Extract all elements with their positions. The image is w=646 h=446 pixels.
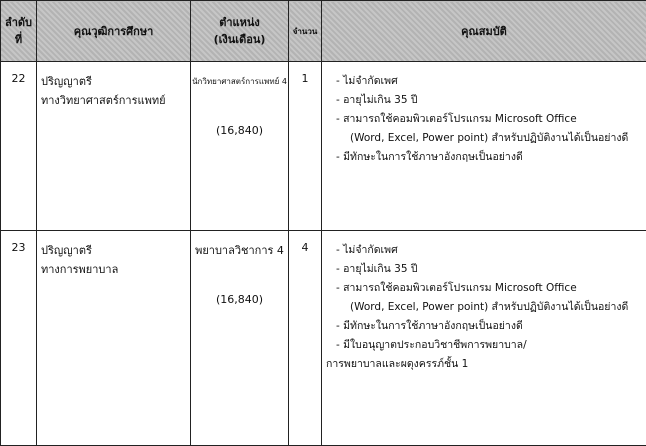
qualification-item: - มีทักษะในการใช้ภาษาอังกฤษเป็นอย่างดี bbox=[326, 317, 646, 336]
qualifications-cell bbox=[322, 62, 646, 231]
position-cell bbox=[191, 62, 289, 231]
qualification-item: (Word, Excel, Power point) สำหรับปฏิบัติงานได้เป็นอย่างดี bbox=[326, 129, 646, 148]
education-degree: ปริญญาตรี bbox=[41, 72, 186, 91]
table-row bbox=[1, 231, 646, 446]
qualification-item: - อายุไม่เกิน 35 ปี bbox=[326, 260, 646, 279]
position-salary: (16,840) bbox=[192, 290, 287, 309]
education-field: ทางวิทยาศาสตร์การแพทย์ bbox=[41, 91, 186, 110]
education-cell bbox=[37, 231, 191, 446]
header-position bbox=[191, 1, 289, 62]
qualification-item: - มีทักษะในการใช้ภาษาอังกฤษเป็นอย่างดี bbox=[326, 148, 646, 167]
row-number: 23 bbox=[1, 231, 37, 446]
education-degree: ปริญญาตรี bbox=[41, 241, 186, 260]
qualification-item: - ไม่จำกัดเพศ bbox=[326, 72, 646, 91]
qualification-item: การพยาบาลและผดุงครรภ์ชั้น 1 bbox=[326, 355, 646, 374]
position-title: นักวิทยาศาสตร์การแพทย์ 4 bbox=[192, 72, 287, 91]
table-row bbox=[1, 62, 646, 231]
position-count: 4 bbox=[289, 231, 322, 446]
position-count: 1 bbox=[289, 62, 322, 231]
header-education: คุณวุฒิการศึกษา bbox=[37, 1, 191, 62]
table-header-row bbox=[1, 1, 646, 62]
qualification-item: - ไม่จำกัดเพศ bbox=[326, 241, 646, 260]
header-qualifications: คุณสมบัติ bbox=[322, 1, 646, 62]
position-title: พยาบาลวิชาการ 4 bbox=[192, 241, 287, 260]
header-count: จำนวน bbox=[289, 1, 322, 62]
header-position-salary: (เงินเดือน) bbox=[193, 31, 286, 48]
position-salary: (16,840) bbox=[192, 121, 287, 140]
header-position-title: ตำแหน่ง bbox=[193, 14, 286, 31]
qualifications-cell bbox=[322, 231, 646, 446]
qualification-item: - สามารถใช้คอมพิวเตอร์โปรแกรม Microsoft Office bbox=[326, 279, 646, 298]
row-number: 22 bbox=[1, 62, 37, 231]
qualification-item: (Word, Excel, Power point) สำหรับปฏิบัติงานได้เป็นอย่างดี bbox=[326, 298, 646, 317]
education-cell bbox=[37, 62, 191, 231]
header-no: ลำดับที่ bbox=[1, 1, 37, 62]
qualification-item: - อายุไม่เกิน 35 ปี bbox=[326, 91, 646, 110]
qualification-item: - สามารถใช้คอมพิวเตอร์โปรแกรม Microsoft Office bbox=[326, 110, 646, 129]
education-field: ทางการพยาบาล bbox=[41, 260, 186, 279]
qualification-item: - มีใบอนุญาตประกอบวิชาชีพการพยาบาล/ bbox=[326, 336, 646, 355]
position-cell bbox=[191, 231, 289, 446]
